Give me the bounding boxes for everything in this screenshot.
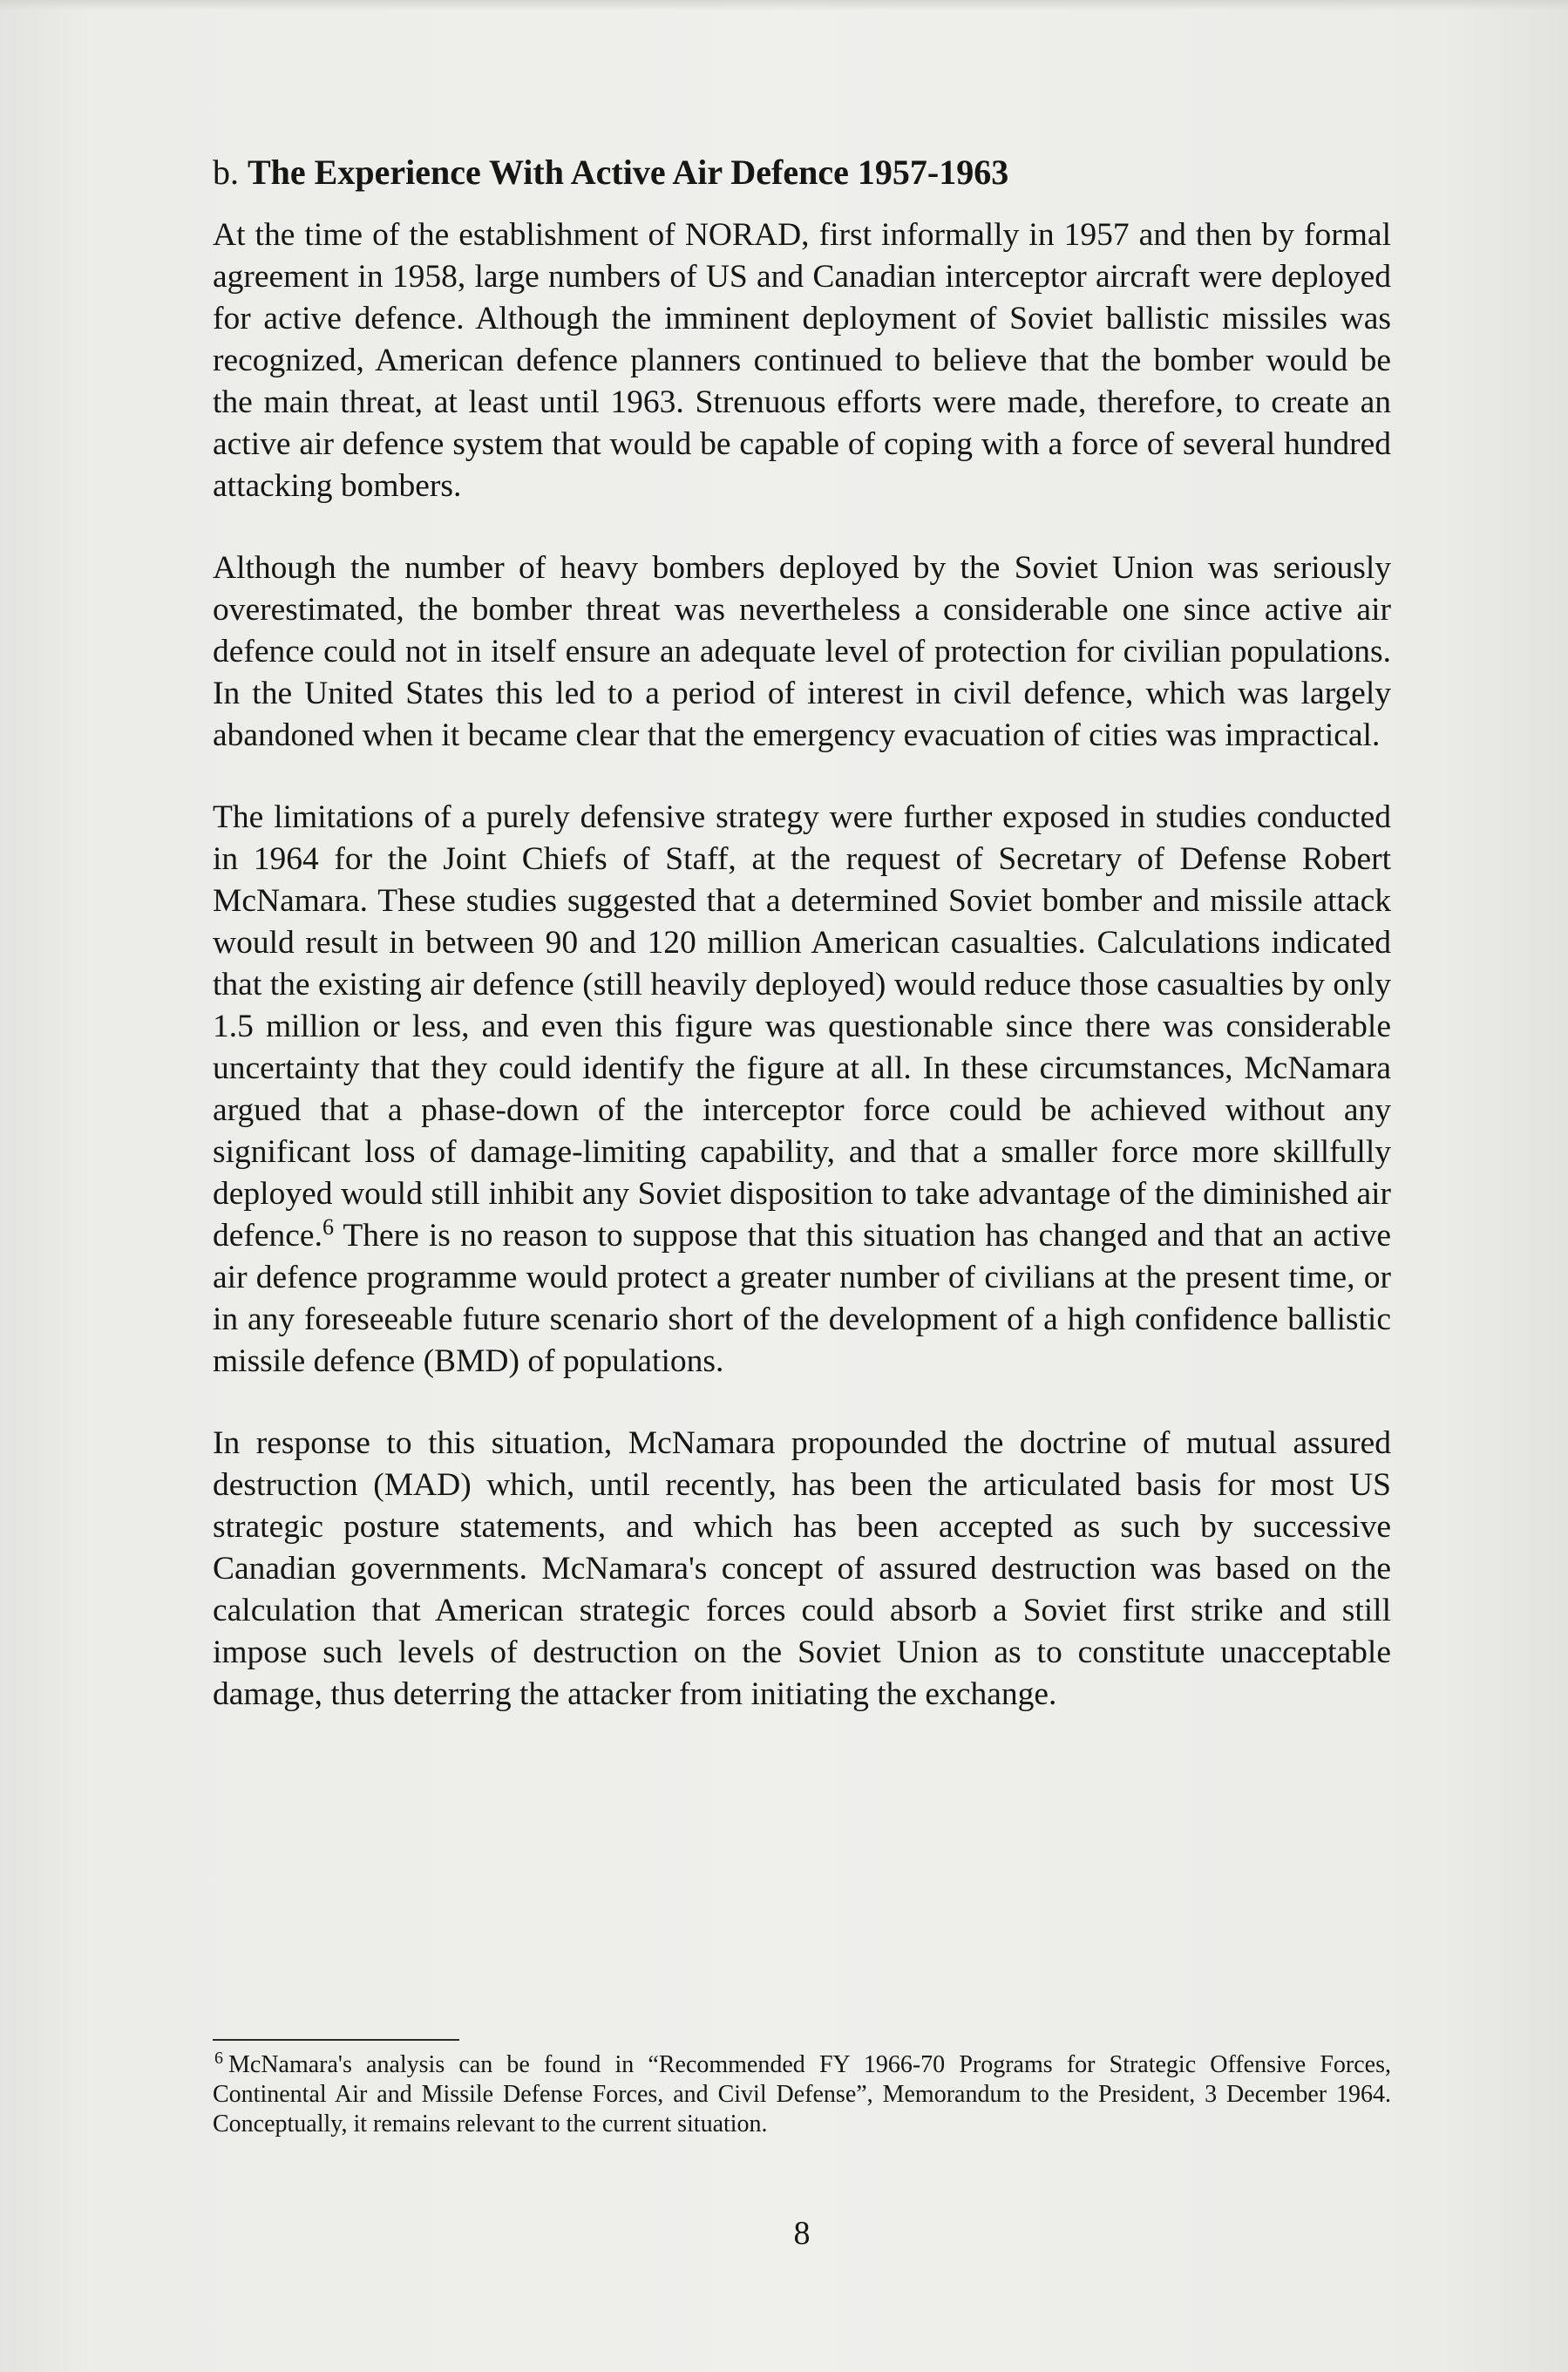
paragraph-3-text-b: There is no reason to suppose that this situation has changed and that an active air defence programme would protect a greater number of civilians at the present time, or in any foreseeable future scenario short of the development of a high confidence ballistic missile defence (BMD) of populations. <box>213 1218 1391 1379</box>
section-prefix: b. <box>213 153 239 192</box>
page-number: 8 <box>793 2215 811 2252</box>
footnote-rule <box>213 2039 459 2041</box>
paragraph-4: In response to this situation, McNamara propounded the doctrine of mutual assured destruction (MAD) which, until recently, has been the articulated basis for most US strategic posture statements, and which has been accepted as such by successive Canadian governments. McNamara's concept of assured destruction was based on the calculation that American strategic forces could absorb a Soviet first strike and still impose such levels of destruction on the Soviet Union as to constitute unacceptable damage, thus deterring the attacker from initiating the exchange. <box>213 1425 1391 1712</box>
footnote-text: McNamara's analysis can be found in “Recommended FY 1966-70 Programs for Strategic Offensive Forces, Continental Air and Missile Defense Forces, and Civil Defense”, Memorandum to the President, 3 December 1964. Conceptually, it remains relevant to the current situation. <box>213 2051 1391 2138</box>
section-heading <box>213 150 1391 195</box>
footnote <box>213 2050 1391 2139</box>
section-title: The Experience With Active Air Defence 1957-1963 <box>248 153 1009 192</box>
main-text <box>213 150 1391 1756</box>
paragraph-3 <box>213 797 1391 1383</box>
footnote-marker: 6 <box>214 2049 223 2068</box>
footnote-reference: 6 <box>322 1214 334 1240</box>
page-edge-shadow <box>0 0 1568 10</box>
paragraph-2: Although the number of heavy bombers deployed by the Soviet Union was seriously overestimated, the bomber threat was nevertheless a considerable one since active air defence could not in itself ensure an adequate level of protection for civilian populations. In the United States this led to a period of interest in civil defence, which was largely abandoned when it became clear that the emergency evacuation of cities was impractical. <box>213 550 1391 753</box>
paragraph-1: At the time of the establishment of NORAD, first informally in 1957 and then by formal agreement in 1958, large numbers of US and Canadian interceptor aircraft were deployed for active defence. Although the imminent deployment of Soviet ballistic missiles was recognized, American defence planners continued to believe that the bomber would be the main threat, at least until 1963. Strenuous efforts were made, therefore, to create an active air defence system that would be capable of coping with a force of several hundred attacking bombers. <box>213 217 1391 504</box>
paragraph-3-text-a: The limitations of a purely defensive strategy were further exposed in studies conducted in 1964 for the Joint Chiefs of Staff, at the request of Secretary of Defense Robert McNamara. These studies suggested that a determined Soviet bomber and missile attack would result in between 90 and 120 million American casualties. Calculations indicated that the existing air defence (still heavily deployed) would reduce those casualties by only 1.5 million or less, and even this figure was questionable since there was considerable uncertainty that they could identify the figure at all. In these circumstances, McNamara argued that a phase-down of the interceptor force could be achieved without any significant loss of damage-limiting capability, and that a smaller force more skillfully deployed would still inhibit any Soviet disposition to take advantage of the diminished air defence. <box>213 799 1391 1254</box>
